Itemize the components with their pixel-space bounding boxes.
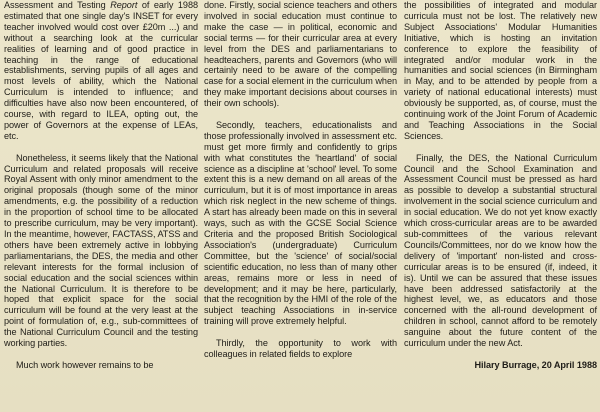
report-title: Report: [110, 0, 138, 10]
article-column-1: [4, 0, 198, 412]
paragraph: done. Firstly, social science teachers and others involved in social education must continue to make the case — in political, economic and social terms — for their curricular area at every level from the DES and parliamentarians to headteachers, parents and Governors (who will certainly need to be aware of the compelling case for a social element in the curriculum when they make important decisions about courses in their own schools).: [204, 0, 397, 109]
paragraph-text: of early 1988 estimated that one single day's INSET for every teacher involved would cost over £20m ...) and without a searching look at the curricular realities of learning and of good practice in teaching in the range of educational establishments, serving pupils of all ages and most levels of ability, which the National Curriculum is intended to influence; and difficulties have also now been encountered, of course, with regard to ILEA, opting out, the power of Governors at the expense of LEAs, etc.: [4, 0, 198, 141]
paragraph: Secondly, teachers, educationalists and those professionally involved in assessment etc. must get more firmly and confidently to grips with what constitutes the 'heartland' of social science as a discipline at 'school' level. To some extent this is a new demand on all areas of the curriculum, but it is of most importance in areas which risk neglect in the new scheme of things. A start has already been made on this in several ways, such as with the GCSE Social Science Criteria and the proposed British Sociological Association's (undergraduate) Curriculum Committee, but the 'science' of social/social scientific education, no less than of many other areas, remains more or less in need of development; and it may be here, particularly, that the recognition by the HMI of the role of the subject teaching Associations in in-service training will prove extremely helpful.: [204, 119, 397, 327]
paragraph: Thirdly, the opportunity to work with colleagues in related fields to explore: [204, 338, 397, 359]
author-signature: Hilary Burrage, 20 April 1988: [474, 359, 597, 370]
paragraph-text: Assessment and Testing: [4, 0, 111, 10]
article-column-3: [404, 0, 597, 412]
paragraph: [4, 0, 198, 142]
paragraph: the possibilities of integrated and modular curricula must not be lost. The relatively new Subject Associations' Modular Humanities Initiative, which is hosting an invitation conference to explore the feasibility of integrated and/or modular work in the humanities and social sciences (in Birmingham in May, and to be attended by people from a variety of national educational interests) must obviously be supported, as, of course, must the continuing work of the Joint Forum of Academic and Teaching Associations in the Social Sciences.: [404, 0, 597, 141]
paragraph: Nonetheless, it seems likely that the National Curriculum and related proposals will receive Royal Assent with only minor amendment to the original proposals (though some of the minor amendments, e.g. the possibility of a reduction in the proportion of school time to be allocated to prescribe curriculum, may be very important). In the meantime, however, FACTASS, ATSS and others have been extremely active in lobbying parliamentarians, the DES, the media and other relevant interests for the formal inclusion of social education and the social sciences within the National Curriculum. It is therefore to be hoped that explicit space for the social curriculum will be found at the very least at the point of formulation of, e.g., sub-committees of the National Curriculum Council and the testing working parties.: [4, 152, 198, 349]
article-column-2: [204, 0, 397, 412]
paragraph: Much work however remains to be: [16, 359, 154, 370]
paragraph: Finally, the DES, the National Curriculum Council and the School Examination and Assessment Council must be pressed as hard as possible to develop a substantial structural involvement in the social science curriculum and in social education. We do not yet know exactly which cross-curricular areas are to be awarded sub-committees of the various relevant Councils/Committees, nor do we know how the delivery of 'important' non-listed and cross- curricular areas is to be ensured (if, indeed, it is). Until we can be assured that these issues have been addressed satisfactorily at the highest level, we, as educators and those concerned with the all-round development of children in school, cannot afford to be remotely sanguine about the future content of the curriculum under the new Act.: [404, 152, 597, 349]
